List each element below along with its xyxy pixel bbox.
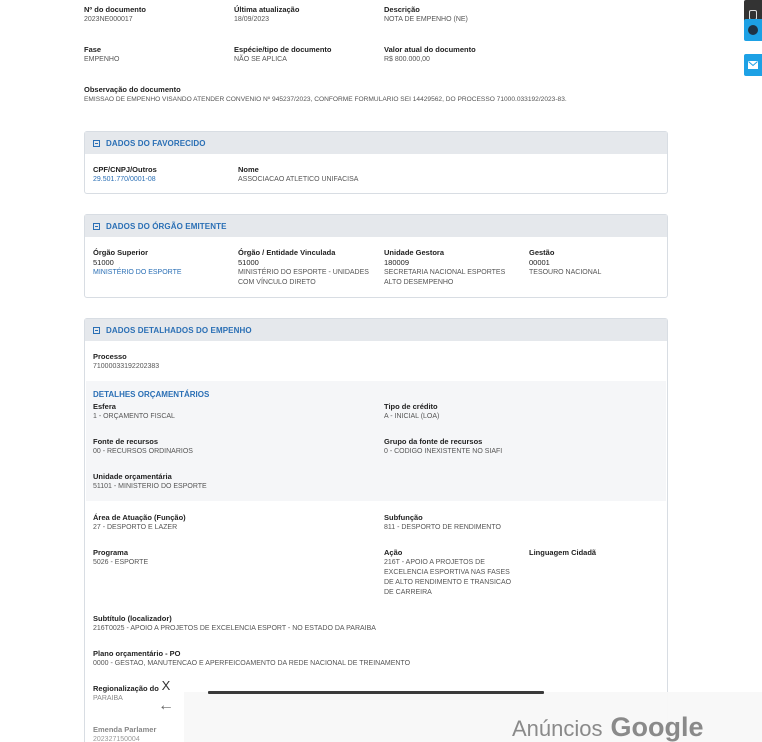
- empenho-panel-title: DADOS DETALHADOS DO EMPENHO: [106, 325, 252, 335]
- doc-number-label: Nº do documento: [84, 5, 146, 14]
- help-button[interactable]: [744, 19, 762, 41]
- subfuncao-value: 811 - DESPORTO DE RENDIMENTO: [384, 524, 501, 531]
- gestao-name: TESOURO NACIONAL: [529, 269, 602, 276]
- orgao-superior-link[interactable]: MINISTÉRIO DO ESPORTE: [93, 269, 182, 276]
- ad-prefix: Anúncios: [512, 716, 603, 741]
- phase-field: [84, 45, 119, 65]
- orgao-vinculada-code: 51000: [238, 258, 259, 267]
- orgao-superior-label: Órgão Superior: [93, 248, 149, 257]
- collapse-icon[interactable]: [93, 327, 100, 334]
- last-update-field: [234, 5, 299, 25]
- subtitulo-label: Subtítulo (localizador): [93, 614, 172, 623]
- tipo-credito-value: A - INICIAL (LOA): [384, 413, 440, 420]
- cpf-link[interactable]: 29.501.770/0001-08: [93, 176, 156, 183]
- unidade-gestora-field: [384, 248, 514, 288]
- processo-label: Processo: [93, 352, 127, 361]
- fonte-field: [93, 437, 193, 457]
- esfera-value: 1 - ORÇAMENTO FISCAL: [93, 413, 175, 420]
- subfuncao-field: [384, 513, 501, 533]
- acao-value: 216T - APOIO A PROJETOS DE EXCELENCIA ESPORTIVA NAS FASES DE ALTO RENDIMENTO E TRANSICAO DE CARREIRA: [384, 559, 512, 596]
- envelope-icon: [748, 61, 758, 69]
- acao-field: [384, 548, 519, 598]
- orcamentarios-title: DETALHES ORÇAMENTÁRIOS: [93, 390, 210, 399]
- linguagem-label: Linguagem Cidadã: [529, 548, 597, 557]
- cpf-field: [93, 165, 157, 185]
- nome-value: ASSOCIACAO ATLETICO UNIFACISA: [238, 176, 359, 183]
- empenho-panel-header[interactable]: [85, 319, 667, 341]
- google-logo: Google: [610, 712, 704, 742]
- gestao-label: Gestão: [529, 248, 555, 257]
- current-value-field: [384, 45, 476, 65]
- gestao-field: [529, 248, 659, 278]
- esfera-label: Esfera: [93, 402, 116, 411]
- observation-value: EMISSAO DE EMPENHO VISANDO ATENDER CONVENIO Nº 945237/2023, CONFORME FORMULARIO SEI 14429562, DO PROCESSO 71000.033192/2023-83.: [84, 96, 567, 103]
- gestao-code: 00001: [529, 258, 550, 267]
- current-value-value: R$ 800.000,00: [384, 56, 430, 63]
- unidade-gestora-label: Unidade Gestora: [384, 248, 445, 257]
- programa-field: [93, 548, 148, 568]
- fonte-label: Fonte de recursos: [93, 437, 159, 446]
- processo-field: [93, 352, 159, 372]
- unidade-gestora-code: 180009: [384, 258, 410, 267]
- unidade-orc-label: Unidade orçamentária: [93, 472, 172, 481]
- observation-label: Observação do documento: [84, 85, 181, 94]
- area-value: 27 - DESPORTO E LAZER: [93, 524, 178, 531]
- acao-label: Ação: [384, 548, 403, 557]
- orgao-vinculada-name: MINISTÉRIO DO ESPORTE - UNIDADES COM VÍNCULO DIRETO: [238, 269, 369, 286]
- esfera-field: [93, 402, 175, 422]
- ad-close-button[interactable]: X: [159, 678, 173, 694]
- mail-button[interactable]: [744, 54, 762, 76]
- description-value: NOTA DE EMPENHO (NE): [384, 16, 468, 23]
- emenda-field: [93, 725, 156, 742]
- area-label: Área de Atuação (Função): [93, 513, 186, 522]
- favorecido-panel-header[interactable]: [85, 132, 667, 154]
- grupo-fonte-value: 0 - CODIGO INEXISTENTE NO SIAFI: [384, 448, 503, 455]
- subtitulo-value: 216T0025 - APOIO A PROJETOS DE EXCELENCIA ESPORT - NO ESTADO DA PARAIBA: [93, 625, 376, 632]
- tipo-credito-label: Tipo de crédito: [384, 402, 438, 411]
- description-label: Descrição: [384, 5, 420, 14]
- subfuncao-label: Subfunção: [384, 513, 423, 522]
- nome-field: [238, 165, 358, 185]
- programa-value: 5026 - ESPORTE: [93, 559, 149, 566]
- doc-number-value: 2023NE000017: [84, 16, 133, 23]
- orgao-vinculada-field: [238, 248, 373, 288]
- subtitulo-field: [93, 614, 653, 634]
- unidade-gestora-name: SECRETARIA NACIONAL ESPORTES ALTO DESEMPENHO: [384, 269, 506, 286]
- unidade-orc-value: 51101 - MINISTERIO DO ESPORTE: [93, 483, 207, 490]
- orgao-panel-title: DADOS DO ÓRGÃO EMITENTE: [106, 221, 227, 231]
- orgao-panel-header[interactable]: [85, 215, 667, 237]
- area-field: [93, 513, 186, 533]
- favorecido-panel-title: DADOS DO FAVORECIDO: [106, 138, 206, 148]
- ad-strip: [208, 691, 544, 694]
- doc-number-field: [84, 5, 146, 25]
- cpf-label: CPF/CNPJ/Outros: [93, 165, 157, 174]
- emenda-value: 202327150004: [93, 736, 140, 742]
- ad-back-arrow-icon[interactable]: ←: [158, 697, 174, 714]
- phase-value: EMPENHO: [84, 56, 120, 63]
- question-icon: [748, 25, 758, 35]
- linguagem-field: [529, 548, 596, 558]
- regionalizacao-value: PARAIBA: [93, 695, 123, 702]
- regionalizacao-label: Regionalização do: [93, 684, 159, 693]
- unidade-orc-field: [93, 472, 207, 492]
- processo-value: 71000033192202383: [93, 363, 160, 370]
- phase-label: Fase: [84, 45, 102, 54]
- nome-label: Nome: [238, 165, 259, 174]
- tipo-credito-field: [384, 402, 439, 422]
- grupo-fonte-label: Grupo da fonte de recursos: [384, 437, 483, 446]
- orgao-superior-code: 51000: [93, 258, 114, 267]
- programa-label: Programa: [93, 548, 129, 557]
- collapse-icon[interactable]: [93, 223, 100, 230]
- last-update-label: Última atualização: [234, 5, 300, 14]
- description-field: [384, 5, 468, 25]
- favorecido-panel: [84, 131, 668, 194]
- plano-value: 0000 - GESTAO, MANUTENCAO E APERFEICOAMENTO DA REDE NACIONAL DE TREINAMENTO: [93, 660, 411, 667]
- orgao-superior-field: [93, 248, 228, 278]
- fonte-value: 00 - RECURSOS ORDINARIOS: [93, 448, 193, 455]
- current-value-label: Valor atual do documento: [384, 45, 476, 54]
- doc-type-label: Espécie/tipo de documento: [234, 45, 332, 54]
- doc-type-field: [234, 45, 332, 65]
- plano-label: Plano orçamentário - PO: [93, 649, 181, 658]
- emenda-label: Emenda Parlamer: [93, 725, 157, 734]
- last-update-value: 18/09/2023: [234, 16, 270, 23]
- grupo-fonte-field: [384, 437, 502, 457]
- orgao-vinculada-label: Órgão / Entidade Vinculada: [238, 248, 336, 257]
- collapse-icon[interactable]: [93, 140, 100, 147]
- ad-label: [512, 712, 704, 742]
- observation-field: [84, 85, 674, 105]
- plano-field: [93, 649, 653, 669]
- doc-type-value: NÃO SE APLICA: [234, 56, 287, 63]
- regionalizacao-field: [93, 684, 159, 704]
- orgao-panel: [84, 214, 668, 298]
